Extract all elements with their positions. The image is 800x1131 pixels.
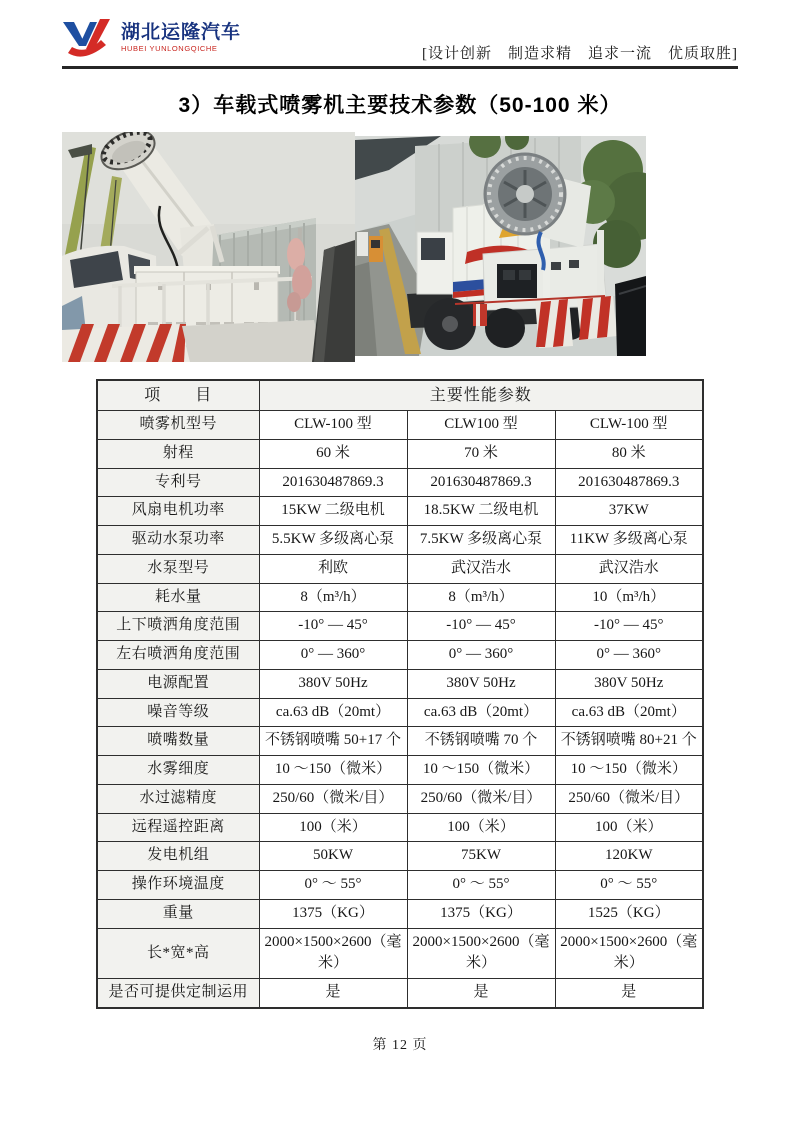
row-value: 60 米 <box>259 439 407 468</box>
row-value: 15KW 二级电机 <box>259 497 407 526</box>
row-value: CLW-100 型 <box>259 411 407 440</box>
table-row <box>97 813 703 842</box>
table-header-row <box>97 380 703 411</box>
table-row <box>97 468 703 497</box>
row-value: 50KW <box>259 842 407 871</box>
photo-spray-machine-closeup <box>62 132 355 362</box>
row-value: 250/60（微米/目） <box>259 784 407 813</box>
page-title: 3）车载式喷雾机主要技术参数（50-100 米） <box>178 94 622 117</box>
page-number: 第 12 页 <box>372 1037 428 1053</box>
row-value: 380V 50Hz <box>259 669 407 698</box>
row-value: 2000×1500×2600（毫米） <box>407 928 555 979</box>
spec-table <box>96 379 704 1009</box>
row-value: 2000×1500×2600（毫米） <box>555 928 703 979</box>
table-row <box>97 899 703 928</box>
row-value: 10 ～150（微米） <box>555 756 703 785</box>
row-value: -10° — 45° <box>407 612 555 641</box>
row-label: 水泵型号 <box>97 554 259 583</box>
brand-logo-mark-icon <box>62 15 114 61</box>
brand-logo <box>62 15 241 61</box>
row-value: 11KW 多级离心泵 <box>555 526 703 555</box>
row-value: 不锈钢喷嘴 80+21 个 <box>555 727 703 756</box>
row-value: 1525（KG） <box>555 899 703 928</box>
row-value: 1375（KG） <box>259 899 407 928</box>
row-value: 201630487869.3 <box>259 468 407 497</box>
row-value: 利欧 <box>259 554 407 583</box>
row-value: 70 米 <box>407 439 555 468</box>
row-value: 18.5KW 二级电机 <box>407 497 555 526</box>
table-row <box>97 727 703 756</box>
row-value: 100（米） <box>407 813 555 842</box>
photo-spray-truck-rear <box>355 136 646 356</box>
row-value: 不锈钢喷嘴 70 个 <box>407 727 555 756</box>
spec-table-body <box>97 380 703 1008</box>
row-value: 1375（KG） <box>407 899 555 928</box>
table-row <box>97 411 703 440</box>
header-params-cell: 主要性能参数 <box>259 380 703 411</box>
table-row <box>97 439 703 468</box>
table-row <box>97 784 703 813</box>
row-label: 电源配置 <box>97 669 259 698</box>
row-label: 是否可提供定制运用 <box>97 979 259 1008</box>
brand-logo-text <box>121 23 241 53</box>
row-label: 射程 <box>97 439 259 468</box>
table-row <box>97 526 703 555</box>
row-label: 风扇电机功率 <box>97 497 259 526</box>
row-label: 噪音等级 <box>97 698 259 727</box>
table-row <box>97 554 703 583</box>
row-label: 左右喷洒角度范围 <box>97 641 259 670</box>
row-value: ca.63 dB（20mt） <box>407 698 555 727</box>
row-value: 0° ～ 55° <box>555 871 703 900</box>
row-value: 201630487869.3 <box>407 468 555 497</box>
photo-strip <box>62 132 800 362</box>
row-value: 是 <box>259 979 407 1008</box>
row-value: 75KW <box>407 842 555 871</box>
table-row <box>97 871 703 900</box>
row-label: 重量 <box>97 899 259 928</box>
control-cabinet <box>497 264 537 298</box>
row-value: 100（米） <box>555 813 703 842</box>
row-value: ca.63 dB（20mt） <box>555 698 703 727</box>
table-row <box>97 497 703 526</box>
row-value: 120KW <box>555 842 703 871</box>
table-row <box>97 669 703 698</box>
row-value: 0° — 360° <box>259 641 407 670</box>
row-label: 喷嘴数量 <box>97 727 259 756</box>
row-value: 380V 50Hz <box>555 669 703 698</box>
row-value: 10 ～150（微米） <box>259 756 407 785</box>
row-value: 0° — 360° <box>555 641 703 670</box>
row-value: 7.5KW 多级离心泵 <box>407 526 555 555</box>
row-label: 喷雾机型号 <box>97 411 259 440</box>
row-value: 0° — 360° <box>407 641 555 670</box>
table-row <box>97 928 703 979</box>
row-value: 武汉浩水 <box>407 554 555 583</box>
row-label: 远程遥控距离 <box>97 813 259 842</box>
row-value: 10 ～150（微米） <box>407 756 555 785</box>
row-label: 长*宽*高 <box>97 928 259 979</box>
row-label: 发电机组 <box>97 842 259 871</box>
row-value: 不锈钢喷嘴 50+17 个 <box>259 727 407 756</box>
row-value: 是 <box>555 979 703 1008</box>
row-label: 专利号 <box>97 468 259 497</box>
row-value: 0° ～ 55° <box>407 871 555 900</box>
row-value: 8（m³/h） <box>259 583 407 612</box>
row-value: -10° — 45° <box>555 612 703 641</box>
row-label: 水过滤精度 <box>97 784 259 813</box>
row-value: -10° — 45° <box>259 612 407 641</box>
row-value: 250/60（微米/目） <box>407 784 555 813</box>
row-value: 100（米） <box>259 813 407 842</box>
row-label: 驱动水泵功率 <box>97 526 259 555</box>
row-value: 10（m³/h） <box>555 583 703 612</box>
row-value: CLW100 型 <box>407 411 555 440</box>
row-label: 耗水量 <box>97 583 259 612</box>
row-value: 250/60（微米/目） <box>555 784 703 813</box>
row-value: 80 米 <box>555 439 703 468</box>
brand-name-cn: 湖北运隆汽车 <box>121 22 242 44</box>
row-label: 操作环境温度 <box>97 871 259 900</box>
table-row <box>97 842 703 871</box>
brand-name-en: HUBEI YUNLONGQICHE <box>121 44 218 54</box>
row-label: 水雾细度 <box>97 756 259 785</box>
row-label: 上下喷洒角度范围 <box>97 612 259 641</box>
page-header <box>62 0 738 69</box>
table-row <box>97 698 703 727</box>
row-value: ca.63 dB（20mt） <box>259 698 407 727</box>
header-item-cell: 项 目 <box>97 380 259 411</box>
row-value: 0° ～ 55° <box>259 871 407 900</box>
table-row <box>97 612 703 641</box>
row-value: 武汉浩水 <box>555 554 703 583</box>
brand-slogan: [设计创新 制造求精 追求一流 优质取胜] <box>422 46 738 62</box>
row-value: 是 <box>407 979 555 1008</box>
row-value: CLW-100 型 <box>555 411 703 440</box>
table-row <box>97 979 703 1008</box>
row-value: 8（m³/h） <box>407 583 555 612</box>
row-value: 37KW <box>555 497 703 526</box>
row-value: 2000×1500×2600（毫米） <box>259 928 407 979</box>
row-value: 5.5KW 多级离心泵 <box>259 526 407 555</box>
row-value: 201630487869.3 <box>555 468 703 497</box>
table-row <box>97 583 703 612</box>
row-value: 380V 50Hz <box>407 669 555 698</box>
table-row <box>97 756 703 785</box>
table-row <box>97 641 703 670</box>
